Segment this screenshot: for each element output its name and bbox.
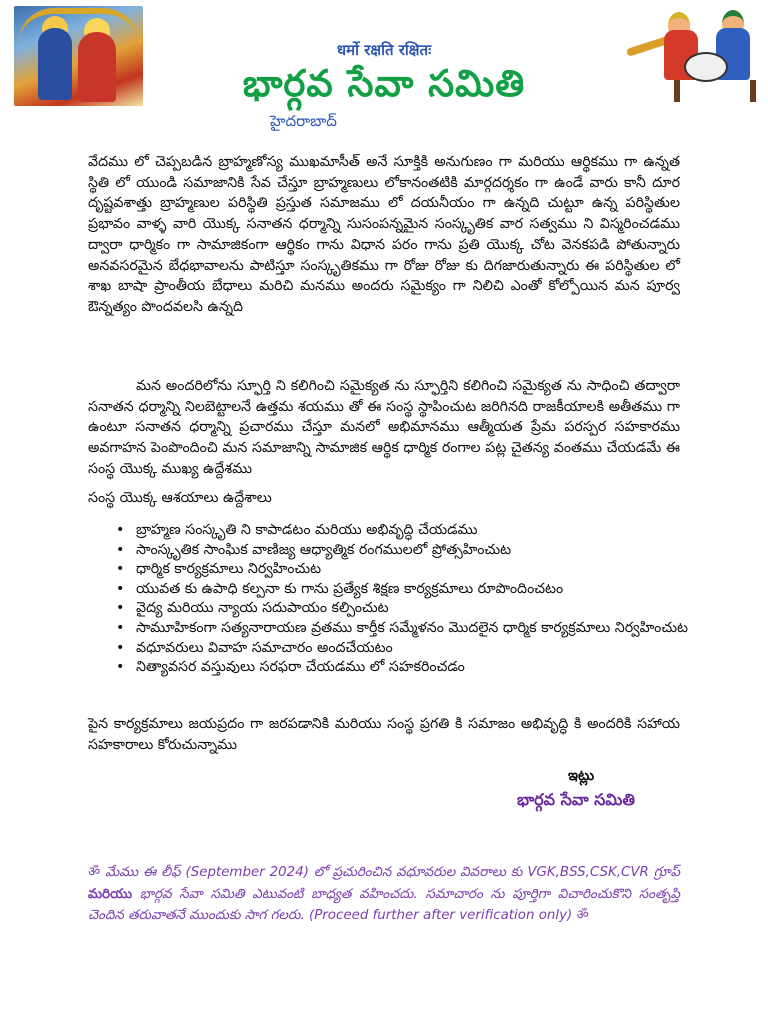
om-icon: ॐ <box>88 865 101 880</box>
appeal-paragraph: పైన కార్యక్రమాలు జయప్రదం గా జరపడానికి మరియు సంస్థ ప్రగతి కి సమాజం అభివృద్ధి కి అందరికి సహాయ సహకారాలు కోరుచున్నాము <box>88 716 680 753</box>
disclaimer-text-a: మేము ఈ లీఫ్ (September 2024) లో ప్రచురించిన వధూవరుల వివరాలు కు VGK,BSS,CSK,CVR గ్రూప్ <box>105 865 680 880</box>
list-item: • ధార్మిక కార్యక్రమాలు నిర్వహించుట <box>110 560 690 580</box>
list-item: • వైద్య మరియు న్యాయ సదుపాయం కల్పించుట <box>110 599 690 619</box>
disclaimer-text-b: భార్గవ సేవా సమితి ఎటువంటి బాధ్యత వహించదు. సమాచారం ను పూర్తిగా విచారించుకొని సంతృప్తి చెందిన తరువాతనే ముందుకు సాగ గలరు. (Proceed further after verification only) <box>88 886 680 923</box>
signature: భార్గవ సేవా సమితి <box>517 790 635 809</box>
aims-heading: సంస్థ యొక్క ఆశయాలు ఉద్దేశాలు <box>88 490 272 506</box>
motto: धर्मो रक्षति रक्षितः <box>336 41 432 59</box>
aims-list <box>110 521 690 678</box>
list-item: • యువత కు ఉపాధి కల్పనా కు గాను ప్రత్యేక శిక్షణ కార్యక్రమాలు రూపొందించటం <box>110 580 690 600</box>
purpose-paragraph: మన అందరిలోను స్ఫూర్తి ని కలిగించి సమైక్యత ను స్ఫూర్తిని కలిగించి సమైక్యత ను సాధించి తద్వారా సనాతన ధర్మాన్ని నిలబెట్టాలనే ఉత్తమ శయము తో ఈ సంస్థ స్థాపించుట జరిగినది రాజకీయాలకి అతీతము గా ఉంటూ సనాతన ధర్మాన్ని ప్రచారము చేస్తూ మనలో అభిమానము ఆత్మీయత ప్రేమ పరస్పర సహకారము అవగాహన పెంపొందించి మన సమాజాన్ని సామాజిక ఆర్థిక ధార్మిక రంగాల పట్ల చైతన్య వంతము చేయడమే ఈ సంస్థ యొక్క ముఖ్య ఉద్దేశము <box>88 378 680 477</box>
list-item: • నిత్యావసర వస్తువులు సరఫరా చేయడము లో సహకరించడం <box>110 658 690 678</box>
page-title: భార్గవ సేవా సమితి <box>242 62 526 105</box>
disclaimer-note <box>88 862 680 927</box>
list-item: • బ్రాహ్మణ సంస్కృతి ని కాపాడటం మరియు అభివృద్ధి చేయడము <box>110 521 690 541</box>
city-label: హైదరాబాద్ <box>270 112 337 130</box>
list-item: • సాంస్కృతిక సాంఘిక వాణిజ్య ఆధ్యాత్మిక రంగములలో ప్రోత్సహించుట <box>110 541 690 561</box>
om-icon: ॐ <box>576 908 589 923</box>
list-item: • వధూవరులు వివాహ సమాచారం అందచేయటం <box>110 639 690 659</box>
intro-paragraph: వేదము లో చెప్పబడిన బ్రాహ్మణోస్య ముఖమాసీత్ అనే సూక్తికి అనుగుణం గా మరియు ఆర్థికము గా ఉన్నత స్థితి లో యుండి సమాజానికి సేవ చేస్తూ బ్రాహ్మణులు లోకానంతటికి మార్గదర్శకం గా ఉండే వారు కానీ దూర దృష్టవశాత్తు బ్రాహ్మణుల పరిస్థితి ప్రస్తుత సమాజము లో దయనీయం గా ఉన్నది చుట్టూ ఉన్న పరిస్థితుల ప్రభావం వాళ్ళ వారి యొక్క సనాతన ధర్మాన్ని సుసంపన్నమైన సంస్కృతిక వార సత్వము ని విస్మరించడము ద్వారా ధార్మికం గా సామాజికంగా ఆర్థికం గాను విధాన పరం గాను ప్రతి యొక్క చోట వెనకపడి పోతున్నారు అనవసరమైన బేధభావాలను పాటిస్తూ సంస్కృతికము గా రోజు రోజు కు దిగజారుతున్నారు ఈ పరిస్థితుల లో శాఖ బాషా ప్రాంతీయ బేధాలు మరిచి మనము అందరు సమైక్యం గా నిలిచి ఎంతో కోల్పోయిన మన పూర్వ ఔన్నత్యం పొందవలసి ఉన్నది <box>88 154 680 315</box>
list-item: • సామూహికంగా సత్యనారాయణ వ్రతము కార్తీక సమ్మేళనం మొదలైన ధార్మిక కార్యక్రమాలు నిర్వహించుట <box>110 619 690 639</box>
disclaimer-bold-word: మరియు <box>88 886 132 902</box>
closing-word: ఇట్లు <box>568 768 595 784</box>
